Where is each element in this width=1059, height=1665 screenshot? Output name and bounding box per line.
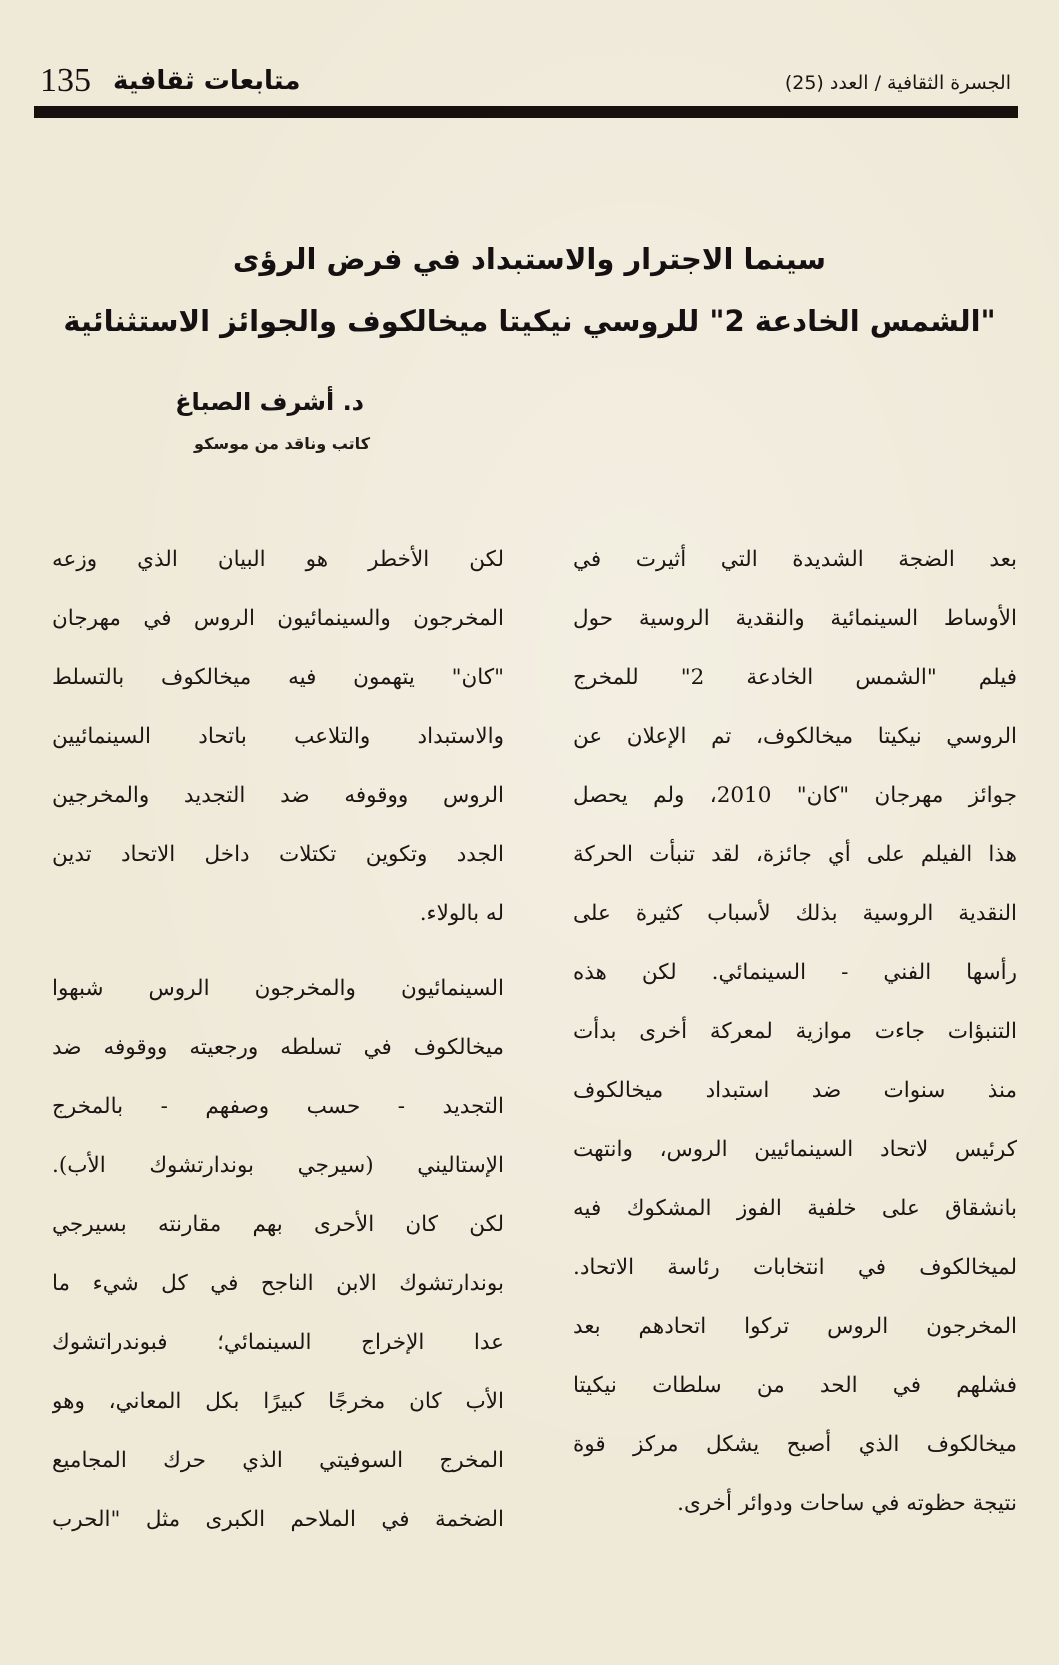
text-line: الجدد وتكوين تكتلات داخل الاتحاد تدين	[52, 842, 504, 867]
header-rule	[34, 106, 1018, 118]
section-and-page	[40, 62, 301, 100]
text-line: كرئيس لاتحاد السينمائيين الروس، وانتهت	[573, 1137, 1017, 1162]
text-line: المخرجون والسينمائيون الروس في مهرجان	[52, 606, 504, 631]
article-title: سينما الاجترار والاستبداد في فرض الرؤى	[232, 242, 827, 276]
text-line: رأسها الفني - السينمائي. لكن هذه	[573, 960, 1017, 985]
text-line: له بالولاء.	[419, 901, 504, 926]
paragraph-gap	[52, 943, 504, 959]
text-line: ميخالكوف الذي أصبح يشكل مركز قوة	[573, 1432, 1017, 1457]
page-number: 135	[40, 62, 91, 99]
text-line: فشلهم في الحد من سلطات نيكيتا	[573, 1373, 1017, 1398]
text-line: بعد الضجة الشديدة التي أثيرت في	[573, 547, 1017, 572]
text-line: التنبؤات جاءت موازية لمعركة أخرى بدأت	[573, 1019, 1017, 1044]
text-line: النقدية الروسية بذلك لأسباب كثيرة على	[573, 901, 1017, 926]
text-line: بانشقاق على خلفية الفوز المشكوك فيه	[573, 1196, 1017, 1221]
author-role: كاتب وناقد من موسكو	[194, 434, 370, 453]
text-column-right	[573, 530, 1017, 1533]
text-line: لميخالكوف في انتخابات رئاسة الاتحاد.	[573, 1255, 1017, 1280]
author-name: د. أشرف الصباغ	[175, 388, 364, 416]
text-line: "كان" يتهمون فيه ميخالكوف بالتسلط	[52, 665, 504, 690]
text-line: الروس ووقوفه ضد التجديد والمخرجين	[52, 783, 504, 808]
text-line: المخرجون الروس تركوا اتحادهم بعد	[573, 1314, 1017, 1339]
section-name: متابعات ثقافية	[113, 66, 301, 96]
article-title-block	[60, 228, 999, 352]
text-line: فيلم "الشمس الخادعة 2" للمخرج	[573, 665, 1017, 690]
text-line: جوائز مهرجان "كان" 2010، ولم يحصل	[573, 783, 1017, 808]
text-line: نتيجة حظوته في ساحات ودوائر أخرى.	[677, 1491, 1017, 1516]
journal-issue-reference: الجسرة الثقافية / العدد (25)	[784, 72, 1011, 94]
running-header	[40, 56, 1011, 100]
text-line: الأب كان مخرجًا كبيرًا بكل المعاني، وهو	[52, 1389, 504, 1414]
text-line: عدا الإخراج السينمائي؛ فبوندراتشوك	[52, 1330, 504, 1355]
text-line: السينمائيون والمخرجون الروس شبهوا	[52, 976, 504, 1001]
text-line: لكن كان الأحرى بهم مقارنته بسيرجي	[52, 1212, 504, 1237]
text-line: التجديد - حسب وصفهم - بالمخرج	[52, 1094, 504, 1119]
article-subtitle: "الشمس الخادعة 2" للروسي نيكيتا ميخالكوف والجوائز الاستثنائية	[63, 304, 996, 338]
text-line: الأوساط السينمائية والنقدية الروسية حول	[573, 606, 1017, 631]
text-line: الضخمة في الملاحم الكبرى مثل "الحرب	[52, 1507, 504, 1532]
text-line: بوندارتشوك الابن الناجح في كل شيء ما	[52, 1271, 504, 1296]
text-line: هذا الفيلم على أي جائزة، لقد تنبأت الحركة	[573, 842, 1017, 867]
byline	[64, 386, 370, 453]
text-line: الروسي نيكيتا ميخالكوف، تم الإعلان عن	[573, 724, 1017, 749]
text-line: منذ سنوات ضد استبداد ميخالكوف	[573, 1078, 1017, 1103]
text-line: والاستبداد والتلاعب باتحاد السينمائيين	[52, 724, 504, 749]
text-line: المخرج السوفيتي الذي حرك المجاميع	[52, 1448, 504, 1473]
text-line: لكن الأخطر هو البيان الذي وزعه	[52, 547, 504, 572]
text-line: الإستاليني (سيرجي بوندارتشوك الأب).	[52, 1153, 504, 1178]
text-line: ميخالكوف في تسلطه ورجعيته ووقوفه ضد	[52, 1035, 504, 1060]
text-column-left	[52, 530, 504, 1549]
